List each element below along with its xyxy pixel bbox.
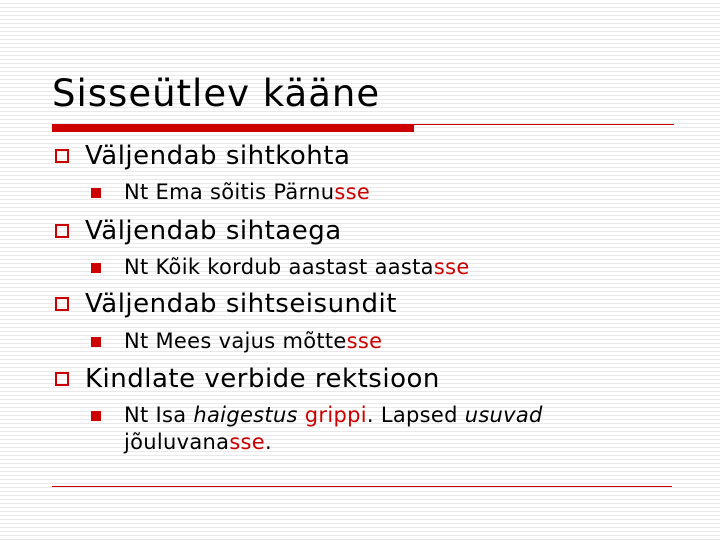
filled-square-bullet-icon	[91, 337, 101, 347]
hollow-square-bullet-icon	[55, 297, 69, 311]
filled-square-bullet-icon	[91, 263, 101, 273]
example-4-ending: sse	[229, 430, 266, 454]
example-3-ending: sse	[346, 329, 383, 353]
example-4-text-middle: . Lapsed	[366, 403, 465, 427]
example-2-ending: sse	[433, 255, 470, 279]
filled-square-bullet-icon	[91, 188, 101, 198]
example-4-verb-2: usuvad	[464, 403, 543, 427]
bullet-1-example	[91, 179, 370, 206]
title-underline-bar	[52, 124, 414, 132]
hollow-square-bullet-icon	[55, 149, 69, 163]
example-4-text-start: Nt Isa	[124, 403, 194, 427]
bullet-2-example	[91, 254, 470, 281]
bullet-4-example: Nt Isa haigestus grippi. Lapsed usuvad jõuluvanasse.	[91, 402, 651, 456]
bottom-rule	[52, 486, 672, 487]
title-underline-rule	[414, 124, 674, 125]
example-4-red-word: grippi	[304, 403, 367, 427]
bullet-1-text: Väljendab sihtkohta	[85, 141, 351, 171]
bullet-3-example	[91, 328, 382, 355]
hollow-square-bullet-icon	[55, 372, 69, 386]
example-2-text: Nt Kõik kordub aastast aasta	[124, 255, 434, 279]
example-1-text: Nt Ema sõitis Pärnu	[124, 180, 335, 204]
bullet-4	[55, 364, 440, 394]
bullet-3-text: Väljendab sihtseisundit	[85, 289, 397, 319]
bullet-3	[55, 289, 397, 319]
bullet-2-text: Väljendab sihtaega	[85, 216, 342, 246]
bullet-4-text: Kindlate verbide rektsioon	[85, 364, 440, 394]
hollow-square-bullet-icon	[55, 224, 69, 238]
example-1-ending: sse	[334, 180, 371, 204]
example-3-text: Nt Mees vajus mõtte	[124, 329, 347, 353]
bullet-1	[55, 141, 350, 171]
filled-square-bullet-icon	[91, 411, 101, 421]
example-4-text-line2: jõuluvana	[124, 430, 230, 454]
example-4-verb-1: haigestus	[193, 403, 298, 427]
bullet-2	[55, 216, 342, 246]
slide-title: Sisseütlev kääne	[52, 72, 381, 115]
